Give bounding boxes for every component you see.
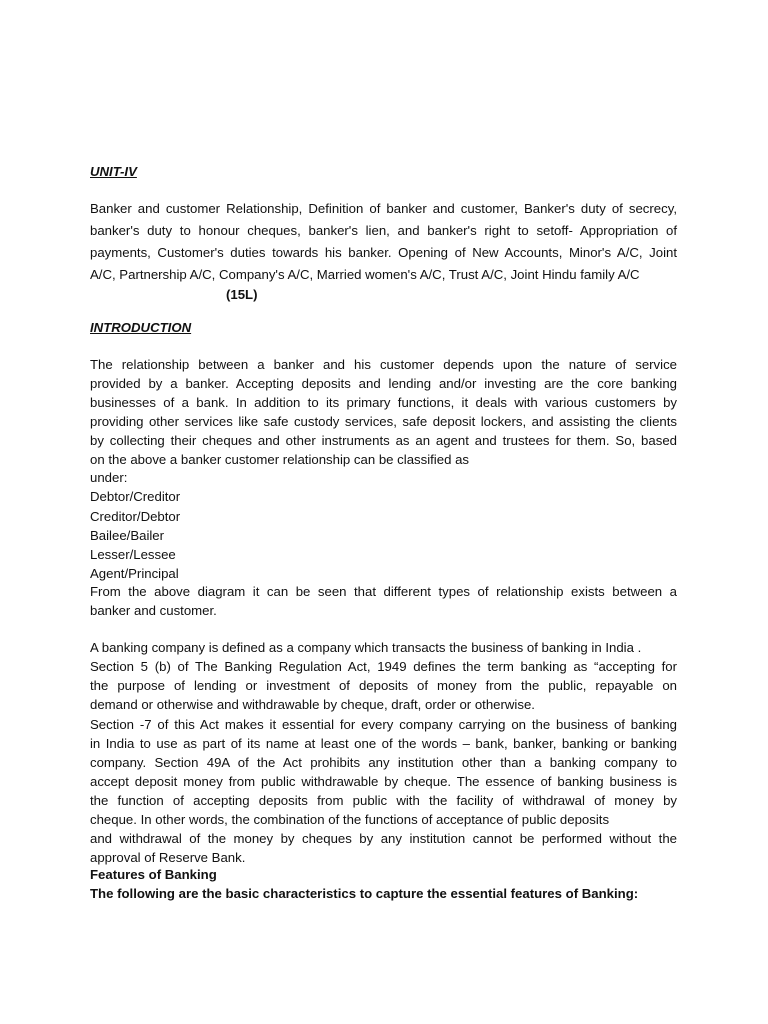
section7-line-5: the function of accepting deposits from public with the facility of withdrawal of money by — [90, 793, 677, 808]
section7-line-6: cheque. In other words, the combination of the functions of acceptance of public deposits — [90, 812, 610, 827]
diagram-line-2: banker and customer. — [90, 603, 217, 618]
section7-line-2: in India to use as part of its name at least one of the words – bank, banker, banking or banking — [90, 736, 677, 751]
syllabus-line-4: A/C, Partnership A/C, Company's A/C, Married women's A/C, Trust A/C, Joint Hindu family A/C — [90, 267, 640, 282]
definition-line-4: demand or otherwise and withdrawable by cheque, draft, order or otherwise. — [90, 697, 535, 712]
section7-line-1: Section -7 of this Act makes it essential for every company carrying on the business of banking — [90, 717, 677, 732]
intro-line-6: on the above a banker customer relationship can be classified as — [90, 452, 469, 467]
list-item: Creditor/Debtor — [90, 508, 181, 524]
intro-line-5: by collecting their cheques and other instruments as an agent and trustees for them. So, based — [90, 433, 677, 448]
features-intro: The following are the basic characteristics to capture the essential features of Banking: — [90, 886, 639, 901]
syllabus-line-1: Banker and customer Relationship, Definition of banker and customer, Banker's duty of secrecy, — [90, 201, 677, 216]
syllabus-line-3: payments, Customer's duties towards his banker. Opening of New Accounts, Minor's A/C, Joint — [90, 245, 677, 260]
section7-line-7: and withdrawal of the money by cheques by any institution cannot be performed without the — [90, 831, 677, 846]
definition-line-1: A banking company is defined as a company which transacts the business of banking in India . — [90, 640, 642, 655]
intro-line-2: provided by a banker. Accepting deposits and lending and/or investing are the core banking — [90, 376, 677, 391]
intro-line-1: The relationship between a banker and his customer depends upon the nature of service — [90, 357, 677, 372]
features-heading: Features of Banking — [90, 867, 217, 882]
section7-paragraph — [90, 715, 677, 867]
definition-line-3: the purpose of lending or investment of deposits of money from the public, repayable on — [90, 678, 677, 693]
introduction-paragraph — [90, 355, 677, 469]
syllabus-paragraph — [90, 198, 677, 286]
intro-line-4: providing other services like safe custody services, safe deposit lockers, and assisting the clients — [90, 414, 677, 429]
relationship-list — [90, 468, 677, 584]
syllabus-line-2: banker's duty to honour cheques, banker's lien, and banker's right to setoff- Appropriation of — [90, 223, 677, 238]
syllabus-marks: (15L) — [226, 287, 258, 302]
introduction-heading: INTRODUCTION — [90, 320, 192, 335]
list-item: Lesser/Lessee — [90, 547, 176, 563]
list-item: Agent/Principal — [90, 566, 179, 582]
diagram-paragraph — [90, 582, 677, 620]
list-item: under: — [90, 470, 128, 485]
definition-paragraph — [90, 638, 677, 714]
section7-line-8: approval of Reserve Bank. — [90, 850, 246, 865]
list-item: Debtor/Creditor — [90, 489, 181, 505]
unit-heading: UNIT-IV — [90, 164, 137, 179]
diagram-line-1: From the above diagram it can be seen that different types of relationship exists between a — [90, 584, 677, 599]
intro-line-3: businesses of a bank. In addition to its primary functions, it deals with various customers by — [90, 395, 677, 410]
section7-line-4: accept deposit money from public withdrawable by cheque. The essence of banking business is — [90, 774, 677, 789]
section7-line-3: company. Section 49A of the Act prohibits any institution other than a banking company to — [90, 755, 677, 770]
list-item: Bailee/Bailer — [90, 527, 165, 543]
definition-line-2: Section 5 (b) of The Banking Regulation Act, 1949 defines the term banking as “accepting for — [90, 659, 677, 674]
